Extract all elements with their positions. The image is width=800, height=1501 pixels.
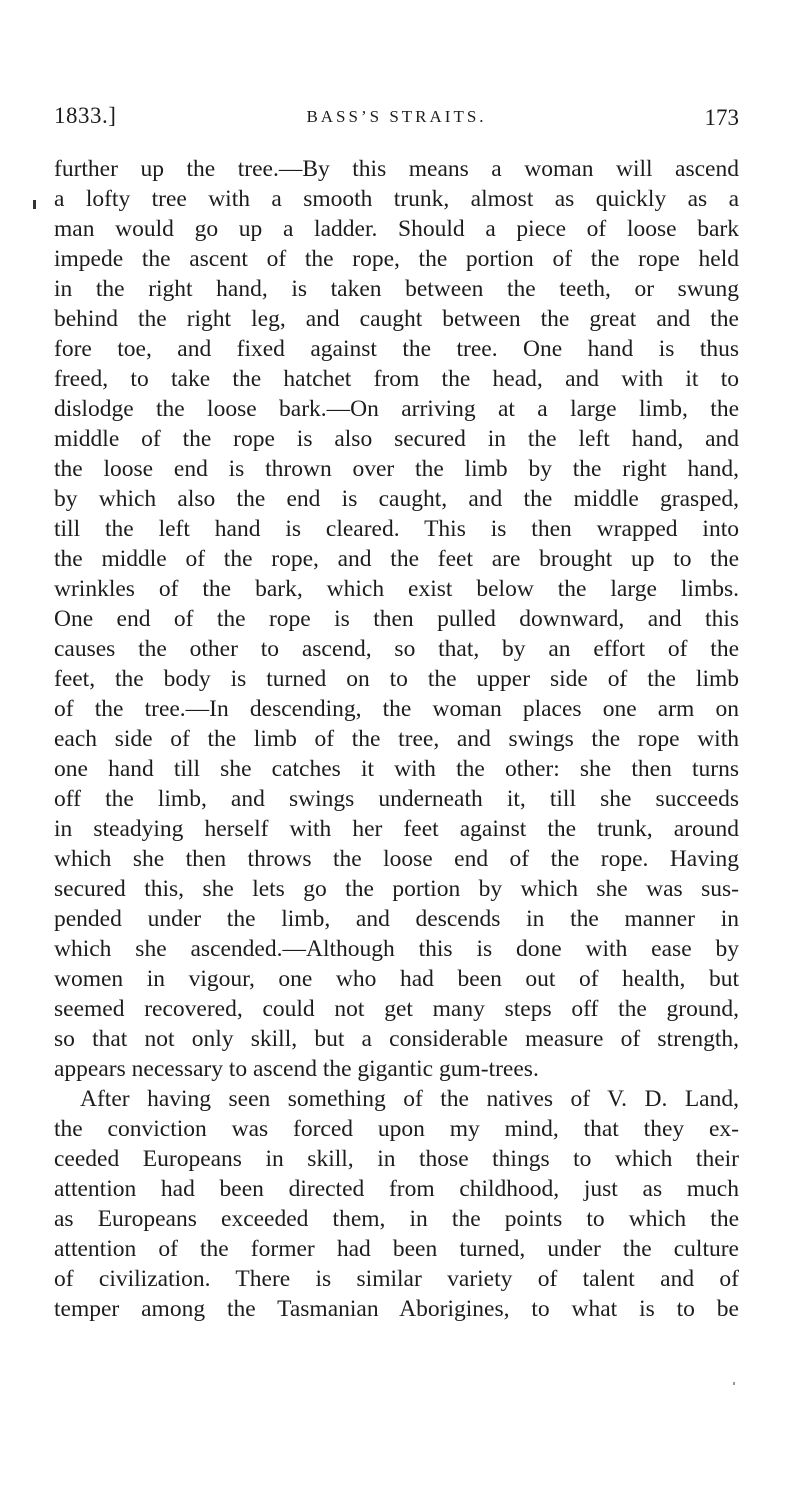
- text-line: One end of the rope is then pulled downward, and this: [54, 606, 739, 632]
- text-line: which she ascended.—Although this is done with ease by: [54, 936, 739, 962]
- text-line: attention of the former had been turned, under the culture: [54, 1236, 739, 1262]
- text-line: ceeded Europeans in skill, in those things to which their: [54, 1146, 739, 1172]
- text-line: causes the other to ascend, so that, by an effort of the: [54, 636, 739, 662]
- text-line: in the right hand, is taken between the teeth, or swung: [54, 276, 739, 302]
- text-line: one hand till she catches it with the other: she then turns: [54, 756, 739, 782]
- text-line: as Europeans exceeded them, in the points to which the: [54, 1206, 739, 1232]
- text-line: which she then throws the loose end of the rope. Having: [54, 846, 739, 872]
- text-line: pended under the limb, and descends in the manner in: [54, 906, 739, 932]
- text-line: further up the tree.—By this means a woman will ascend: [54, 156, 739, 182]
- text-line: the middle of the rope, and the feet are brought up to the: [54, 546, 739, 572]
- text-line: secured this, she lets go the portion by which she was sus-: [54, 876, 739, 902]
- header-year: 1833.]: [54, 103, 117, 128]
- paper-speck: [733, 1382, 735, 1385]
- paragraph-2: [54, 1084, 739, 1324]
- text-line: temper among the Tasmanian Aborigines, to what is to be: [54, 1296, 739, 1322]
- text-line: behind the right leg, and caught between the great and the: [54, 306, 739, 332]
- text-line: in steadying herself with her feet against the trunk, around: [54, 816, 739, 842]
- text-line: a lofty tree with a smooth trunk, almost as quickly as a: [54, 186, 739, 212]
- text-line: each side of the limb of the tree, and swings the rope with: [54, 726, 739, 752]
- text-line: middle of the rope is also secured in the left hand, and: [54, 426, 739, 452]
- text-line: After having seen something of the natives of V. D. Land,: [80, 1086, 739, 1112]
- paragraph-1: [54, 154, 739, 1084]
- running-title: BASS’S STRAITS.: [306, 107, 487, 126]
- text-line: by which also the end is caught, and the middle grasped,: [54, 486, 739, 512]
- text-line: freed, to take the hatchet from the head, and with it to: [54, 366, 739, 392]
- text-line: fore toe, and fixed against the tree. One hand is thus: [54, 336, 739, 362]
- body-text: [54, 154, 739, 1324]
- page-number: 173: [704, 105, 739, 130]
- text-line: off the limb, and swings underneath it, till she succeeds: [54, 786, 739, 812]
- text-line: feet, the body is turned on to the upper side of the limb: [54, 666, 739, 692]
- running-header: [54, 103, 739, 137]
- text-line: the conviction was forced upon my mind, that they ex-: [54, 1116, 739, 1142]
- text-line: seemed recovered, could not get many steps off the ground,: [54, 996, 739, 1022]
- text-line: women in vigour, one who had been out of health, but: [54, 966, 739, 992]
- text-line: so that not only skill, but a considerable measure of strength,: [54, 1026, 739, 1052]
- text-line: of the tree.—In descending, the woman places one arm on: [54, 696, 739, 722]
- text-line: attention had been directed from childhood, just as much: [54, 1176, 739, 1202]
- text-line: wrinkles of the bark, which exist below the large limbs.: [54, 576, 739, 602]
- text-line: the loose end is thrown over the limb by the right hand,: [54, 456, 739, 482]
- text-line: till the left hand is cleared. This is then wrapped into: [54, 516, 739, 542]
- text-line: of civilization. There is similar variety of talent and of: [54, 1266, 739, 1292]
- text-line: man would go up a ladder. Should a piece of loose bark: [54, 216, 739, 242]
- margin-mark: [33, 200, 36, 209]
- text-line: dislodge the loose bark.—On arriving at a large limb, the: [54, 396, 739, 422]
- text-line: appears necessary to ascend the gigantic gum-trees.: [54, 1056, 539, 1082]
- text-line: impede the ascent of the rope, the portion of the rope held: [54, 246, 739, 272]
